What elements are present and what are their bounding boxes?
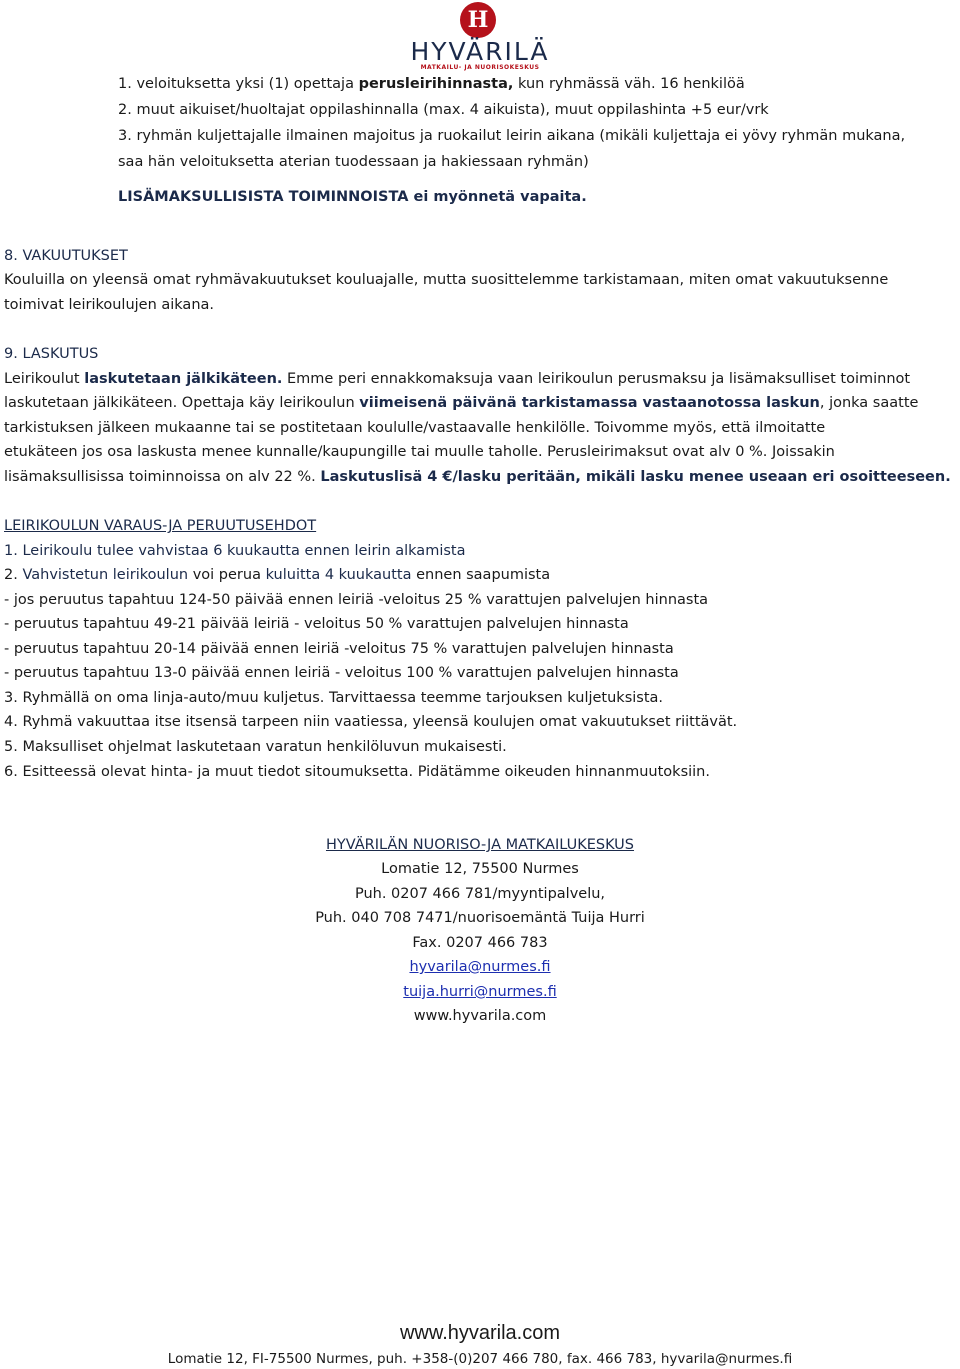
email-link-tuija[interactable]: tuija.hurri@nurmes.fi bbox=[403, 984, 557, 1000]
booking-rule-6: 6. Esitteessä olevat hinta- ja muut tiedot sitoumuksetta. Pidätämme oikeuden hinnanmuutoksiin. bbox=[4, 764, 710, 780]
intro-item-1-text: 1. veloituksetta yksi (1) opettaja bbox=[118, 76, 359, 92]
intro-item-2: 2. muut aikuiset/huoltajat oppilashinnalla (max. 4 aikuista), muut oppilashinta +5 eur/vrk bbox=[118, 102, 769, 118]
rule-2-text: voi perua bbox=[188, 567, 266, 583]
section-9-heading: 9. LASKUTUS bbox=[4, 346, 99, 362]
email-link-hyvarila[interactable]: hyvarila@nurmes.fi bbox=[409, 959, 551, 975]
section-9-line1 bbox=[4, 369, 910, 389]
s9-l5-bold: Laskutuslisä 4 €/lasku peritään, mikäli lasku menee useaan eri osoitteeseen. bbox=[320, 469, 951, 485]
s9-l1-tail: Emme peri ennakkomaksuja vaan leirikoulun perusmaksu ja lisämaksulliset toiminnot bbox=[282, 371, 911, 387]
contact-phone-hostess: Puh. 040 708 7471/nuorisoemäntä Tuija Hurri bbox=[315, 910, 645, 926]
rule-2-tail: ennen saapumista bbox=[411, 567, 551, 583]
section-9-line2 bbox=[4, 393, 918, 413]
logo-name: HYVÄRILÄ bbox=[410, 37, 550, 66]
rule-2-number: 2. bbox=[4, 567, 23, 583]
section-8-text-line2: toimivat leirikoulujen aikana. bbox=[4, 297, 215, 313]
hyvarila-logo bbox=[410, 0, 550, 75]
contact-name: HYVÄRILÄN NUORISO-JA MATKAILUKESKUS bbox=[325, 837, 635, 853]
footer-address: Lomatie 12, FI-75500 Nurmes, puh. +358-(0)207 466 780, fax. 466 783, hyvarila@nurmes.fi bbox=[167, 1351, 793, 1367]
s9-l1-text: Leirikoulut bbox=[4, 371, 85, 387]
booking-rule-3: 3. Ryhmällä on oma linja-auto/muu kuljetus. Tarvittaessa teemme tarjouksen kuljetuksista. bbox=[4, 690, 664, 706]
logo-tagline: MATKAILU- JA NUORISOKESKUS bbox=[420, 64, 540, 71]
intro-item-1-tail: kun ryhmässä väh. 16 henkilöä bbox=[513, 76, 745, 92]
section-9-line3: tarkistuksen jälkeen mukaanne tai se postitetaan koululle/vastaavalle henkilölle. Toivomme myös, että ilmoitatte bbox=[4, 420, 826, 436]
intro-item-3-line1: 3. ryhmän kuljettajalle ilmainen majoitus ja ruokailut leirin aikana (mikäli kuljettaja ei yövy ryhmän mukana, bbox=[118, 128, 906, 144]
extras-note: LISÄMAKSULLISISTA TOIMINNOISTA ei myönnetä vapaita. bbox=[118, 189, 587, 205]
section-9-line5 bbox=[4, 467, 951, 487]
cancel-fee-4: - peruutus tapahtuu 13-0 päivää ennen leiriä - veloitus 100 % varattujen palvelujen hinnasta bbox=[4, 665, 679, 681]
intro-item-1 bbox=[118, 74, 745, 94]
booking-heading: LEIRIKOULUN VARAUS-JA PERUUTUSEHDOT bbox=[4, 518, 317, 534]
s9-l2-text: laskutetaan jälkikäteen. Opettaja käy leirikoulun bbox=[4, 395, 360, 411]
contact-email-row-1 bbox=[0, 957, 960, 977]
footer-url: www.hyvarila.com bbox=[399, 1322, 561, 1344]
contact-address: Lomatie 12, 75500 Nurmes bbox=[381, 861, 579, 877]
rule-2-emph-2: kuluitta 4 kuukautta bbox=[265, 567, 412, 583]
s9-l2-tail: , jonka saatte bbox=[819, 395, 919, 411]
logo-emblem-icon: H bbox=[460, 2, 496, 38]
intro-item-3-line2: saa hän veloituksetta aterian tuodessaan ja hakiessaan ryhmän) bbox=[118, 154, 589, 170]
section-8-text-line1: Kouluilla on yleensä omat ryhmävakuutukset kouluajalle, mutta suosittelemme tarkistamaan, miten omat vakuutuksenne bbox=[4, 272, 889, 288]
s9-l1-bold: laskutetaan jälkikäteen. bbox=[84, 371, 283, 387]
contact-website: www.hyvarila.com bbox=[413, 1008, 547, 1024]
contact-phone-sales: Puh. 0207 466 781/myyntipalvelu, bbox=[354, 886, 606, 902]
cancel-fee-1: - jos peruutus tapahtuu 124-50 päivää ennen leiriä -veloitus 25 % varattujen palvelujen hinnasta bbox=[4, 592, 709, 608]
booking-rule-2 bbox=[4, 565, 550, 585]
s9-l2-bold: viimeisenä päivänä tarkistamassa vastaanotossa laskun bbox=[359, 395, 820, 411]
booking-rule-1: 1. Leirikoulu tulee vahvistaa 6 kuukautta ennen leirin alkamista bbox=[4, 543, 466, 559]
s9-l5-text: lisämaksullisissa toiminnoissa on alv 22 %. bbox=[4, 469, 321, 485]
booking-rule-5: 5. Maksulliset ohjelmat laskutetaan varatun henkilöluvun mukaisesti. bbox=[4, 739, 507, 755]
booking-rule-4: 4. Ryhmä vakuuttaa itse itsensä tarpeen niin vaatiessa, yleensä koulujen omat vakuutukset riittävät. bbox=[4, 714, 738, 730]
contact-email-row-2 bbox=[0, 982, 960, 1002]
intro-item-1-bold: perusleirihinnasta, bbox=[358, 76, 514, 92]
section-8-heading: 8. VAKUUTUKSET bbox=[4, 248, 128, 264]
rule-2-emph-1: Vahvistetun leirikoulun bbox=[22, 567, 189, 583]
contact-fax: Fax. 0207 466 783 bbox=[412, 935, 548, 951]
cancel-fee-2: - peruutus tapahtuu 49-21 päivää leiriä - veloitus 50 % varattujen palvelujen hinnasta bbox=[4, 616, 629, 632]
cancel-fee-3: - peruutus tapahtuu 20-14 päivää ennen leiriä -veloitus 75 % varattujen palvelujen hinnasta bbox=[4, 641, 674, 657]
section-9-line4: etukäteen jos osa laskusta menee kunnalle/kaupungille tai muulle taholle. Perusleirimaksut ovat alv 0 %. Joissakin bbox=[4, 444, 835, 460]
